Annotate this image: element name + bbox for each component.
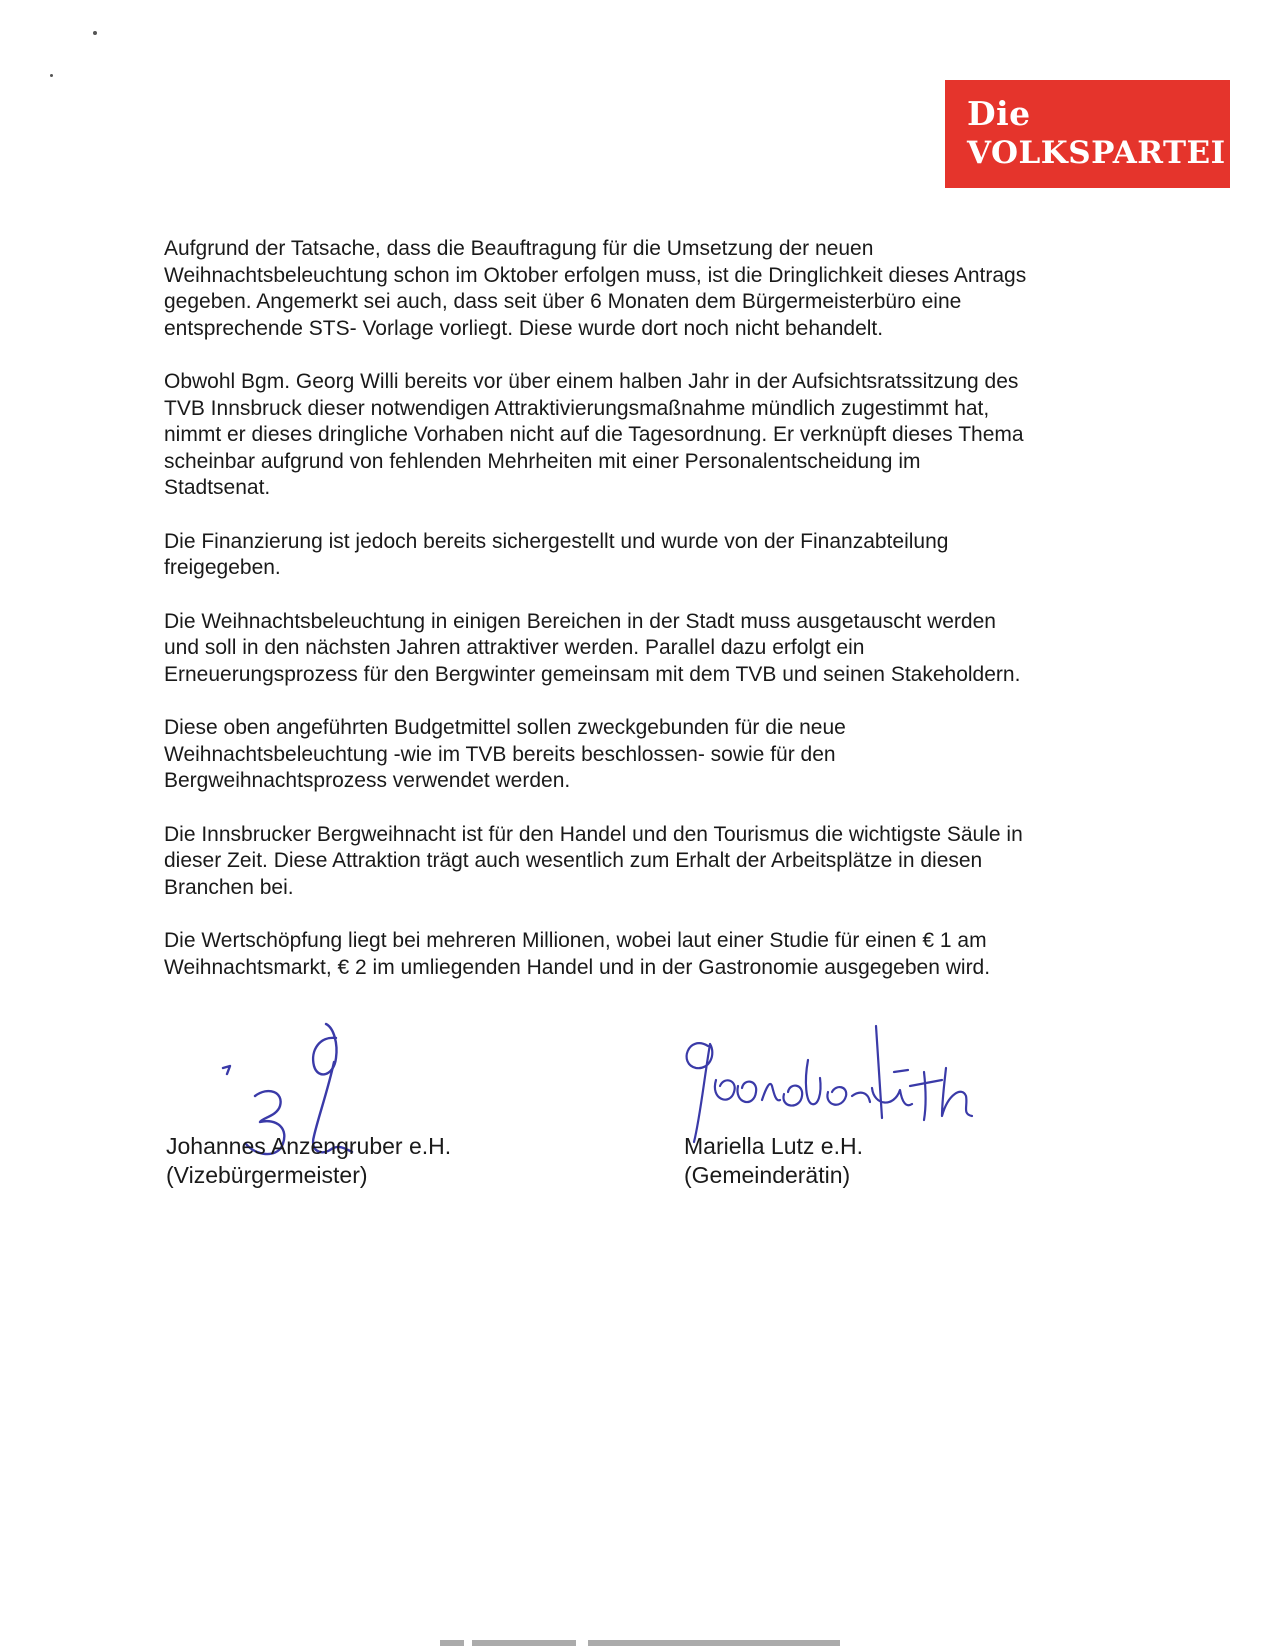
paragraph-lighting: Die Weihnachtsbeleuchtung in einigen Bereichen in der Stadt muss ausgetauscht werden und soll in den nächsten Jahren attraktiver werden. Parallel dazu erfolgt ein Erneuerungsprozess für den Bergwinter gemeinsam mit dem TVB und seinen Stakeholdern. xyxy=(164,609,1021,686)
signatory-role: (Vizebürgermeister) xyxy=(166,1162,368,1188)
signatory-left xyxy=(166,1132,451,1190)
signature-stroke xyxy=(876,1026,882,1118)
party-logo xyxy=(945,80,1230,188)
signature-stroke xyxy=(737,1082,756,1102)
signature-stroke xyxy=(942,1068,972,1116)
paragraph-urgency: Aufgrund der Tatsache, dass die Beauftragung für die Umsetzung der neuen Weihnachtsbeleuchtung schon im Oktober erfolgen muss, ist die Dringlichkeit dieses Antrags gegeben. Angemerkt sei auch, dass seit über 6 Monaten dem Bürgermeisterbüro eine entsprechende STS- Vorlage vorliegt. Diese wurde dort noch nicht behandelt. xyxy=(164,237,1027,340)
logo-line-die: Die xyxy=(967,94,1031,133)
signature-stroke xyxy=(827,1087,846,1105)
signature-stroke xyxy=(223,1066,230,1074)
signature-stroke xyxy=(806,1060,821,1104)
signature-stroke xyxy=(872,1088,912,1105)
scan-speck xyxy=(50,74,53,77)
signature-stroke xyxy=(894,1070,908,1072)
signatory-name: Johannes Anzengruber e.H. xyxy=(166,1133,452,1159)
signature-stroke xyxy=(783,1086,802,1106)
signatory-role: (Gemeinderätin) xyxy=(684,1162,851,1188)
paragraph-mayor: Obwohl Bgm. Georg Willi bereits vor über einem halben Jahr in der Aufsichtsratssitzung des TVB Innsbruck dieser notwendigen Attraktivierungsmaßnahme mündlich zugestimmt hat, nimmt er dieses dringliche Vorhaben nicht auf die Tagesordnung. Er verknüpft dieses Thema scheinbar aufgrund von fehlenden Mehrheiten mit einer Personalentscheidung im Stadtsenat. xyxy=(164,370,1024,499)
signatory-name: Mariella Lutz e.H. xyxy=(684,1133,863,1159)
paragraph-financing: Die Finanzierung ist jedoch bereits sichergestellt und wurde von der Finanzabteilung freigegeben. xyxy=(164,529,949,579)
paragraph-bergweihnacht: Die Innsbrucker Bergweihnacht ist für den Handel und den Tourismus die wichtigste Säule in dieser Zeit. Diese Attraktion trägt auch wesentlich zum Erhalt der Arbeitsplätze in diesen Branchen bei. xyxy=(164,822,1023,899)
letter-body xyxy=(164,236,1124,1008)
signature-stroke xyxy=(715,1080,735,1100)
signatory-right xyxy=(684,1132,863,1190)
signature-stroke xyxy=(924,1072,926,1120)
paragraph-value-creation: Die Wertschöpfung liegt bei mehreren Millionen, wobei laut einer Studie für einen € 1 am Weihnachtsmarkt, € 2 im umliegenden Handel und in der Gastronomie ausgegeben wird. xyxy=(164,929,991,979)
logo-line-volkspartei: VOLKSPARTEI xyxy=(967,135,1226,171)
scan-speck xyxy=(93,31,97,35)
clipped-footer xyxy=(440,1640,840,1646)
signature-stroke xyxy=(762,1084,780,1100)
signature-stroke xyxy=(852,1093,870,1102)
signature-stroke xyxy=(687,1043,713,1142)
paragraph-budget: Diese oben angeführten Budgetmittel sollen zweckgebunden für die neue Weihnachtsbeleuchtung -wie im TVB bereits beschlossen- sowie für den Bergweihnachtsprozess verwendet werden. xyxy=(164,716,846,792)
